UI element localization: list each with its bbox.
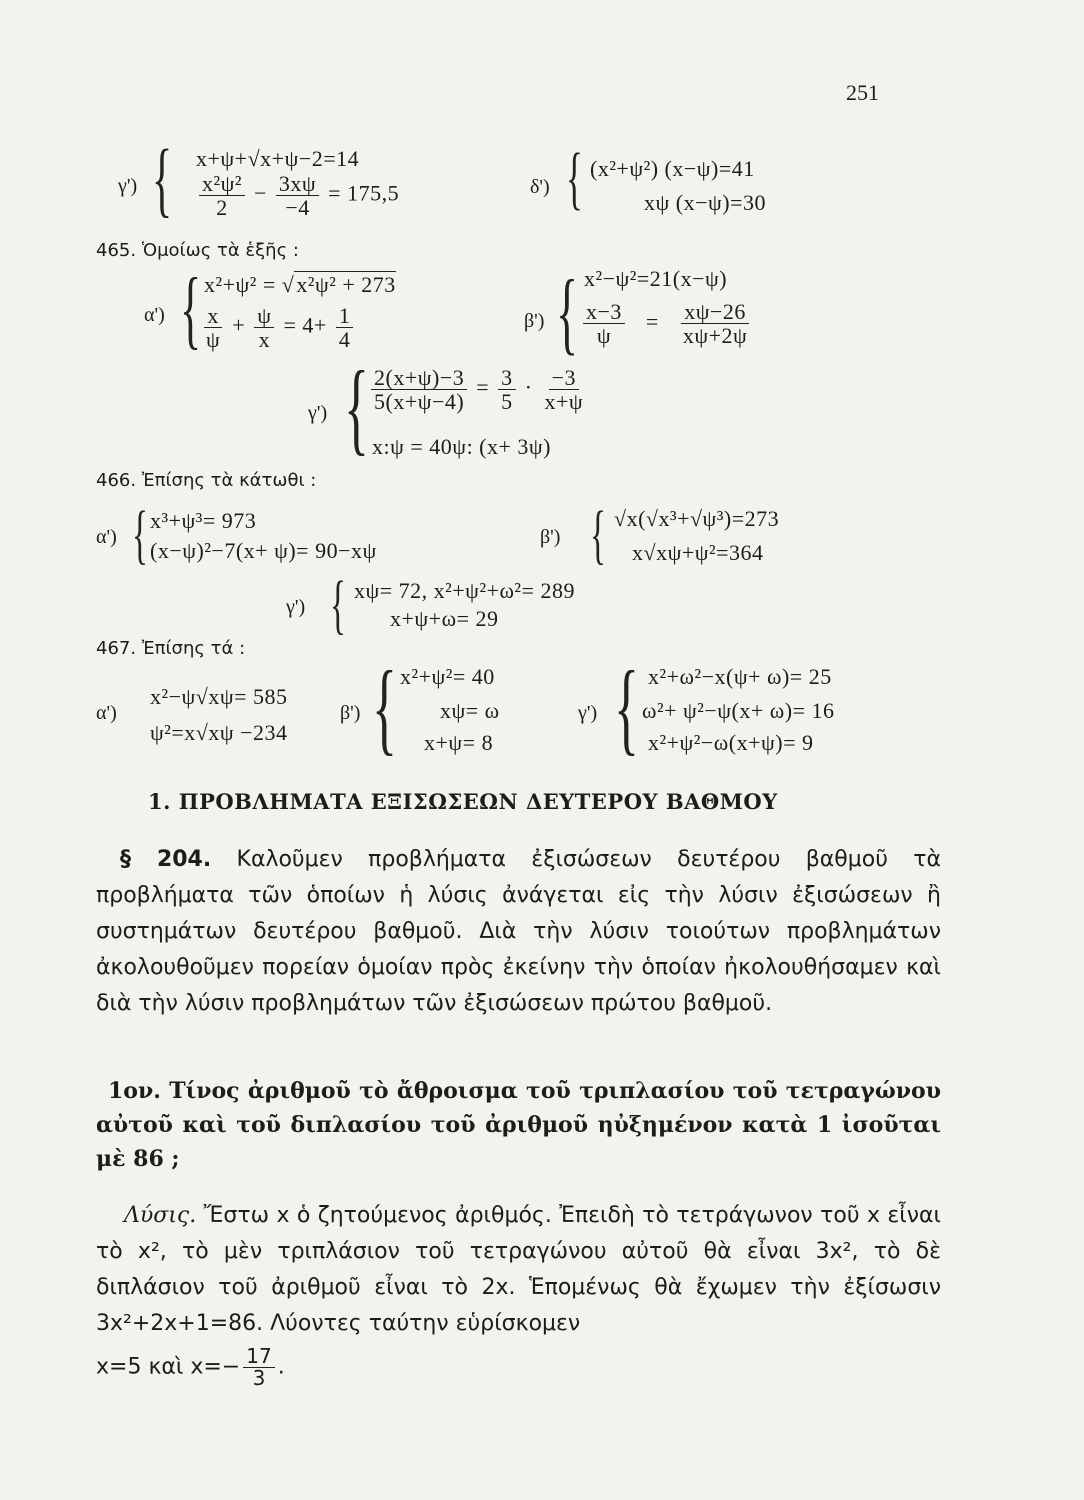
ex466-beta-label: β'): [540, 526, 561, 548]
ex465-alpha-n1: x: [204, 304, 222, 328]
ex464-gamma-den2: −4: [285, 195, 310, 221]
ex467-gamma-line2: ω²+ ψ²−ψ(x+ ω)= 16: [642, 698, 835, 723]
ex465-gamma-line1: [368, 366, 589, 413]
ex465-alpha-d2: x: [258, 327, 271, 353]
ex465-gamma-d1: 5(x+ψ−4): [374, 389, 465, 415]
ex467-gamma-line1: x²+ω²−x(ψ+ ω)= 25: [648, 664, 832, 689]
brace-icon: {: [152, 133, 173, 226]
paragraph-204: [96, 842, 941, 1022]
ex464-gamma-op: −: [253, 180, 267, 206]
sqrt-icon: √: [281, 272, 295, 297]
ex466-beta-line2: x√xψ+ψ²=364: [632, 540, 764, 565]
brace-icon: {: [180, 261, 202, 358]
paragraph-marker: § 204.: [120, 847, 212, 872]
ex465-gamma-eq: =: [476, 374, 490, 400]
ex464-gamma-line2: [196, 172, 399, 219]
ex465-gamma-d3: x+ψ: [544, 389, 584, 415]
ex464-gamma-label: γ'): [118, 175, 138, 197]
ex464-gamma-line1: x+ψ+√x+ψ−2=14: [196, 146, 360, 171]
ex466-intro: Ἐπίσης τὰ κάτωθι :: [141, 470, 317, 491]
ex467-gamma-label: γ'): [578, 702, 598, 724]
ex465-number: 465.: [96, 240, 137, 261]
ex465-alpha-d1: ψ: [206, 327, 221, 353]
ex466-beta-line1: √x(√x³+√ψ³)=273: [614, 506, 780, 531]
ex467-heading: [96, 638, 245, 659]
ex465-beta-d2: xψ+2ψ: [682, 323, 748, 349]
ex467-intro: Ἐπίσης τά :: [141, 638, 246, 659]
brace-icon: {: [556, 261, 579, 363]
ex465-gamma-n2: 3: [498, 366, 516, 390]
ex465-alpha-n3: 1: [336, 304, 354, 328]
brace-icon: {: [132, 498, 148, 571]
ex465-alpha-op: +: [232, 312, 246, 338]
ex467-beta-line2: xψ= ω: [440, 698, 500, 723]
ex465-alpha-label: α'): [144, 304, 165, 326]
problem-1: 1ον. Τίνος ἀριθμοῦ τὸ ἄθροισμα τοῦ τριπλασίου τοῦ τετραγώνου αὐτοῦ καὶ τοῦ διπλασίου τοῦ ἀριθμοῦ ηὐξημένον κατὰ 1 ἰσοῦται μὲ 86 ;: [96, 1078, 941, 1172]
ex465-gamma-dot: ·: [524, 374, 533, 400]
ex465-beta-eq: =: [645, 308, 659, 334]
ex466-alpha-line1: x³+ψ³= 973: [150, 508, 257, 533]
ex466-gamma-line2: x+ψ+ω= 29: [390, 606, 499, 631]
ex466-alpha-line2: (x−ψ)²−7(x+ ψ)= 90−xψ: [150, 538, 377, 563]
ex466-gamma-line1: xψ= 72, x²+ψ²+ω²= 289: [354, 578, 575, 603]
ex465-alpha-mid: = 4+: [283, 312, 327, 338]
ex465-gamma-n3: −3: [549, 366, 579, 390]
ex465-beta-n1: x−3: [583, 300, 625, 324]
brace-icon: {: [590, 498, 606, 571]
ex465-gamma-d2: 5: [501, 389, 513, 415]
page-number: 251: [846, 80, 879, 105]
ex465-alpha-d3: 4: [338, 327, 351, 353]
ex465-heading: [96, 240, 299, 261]
ex467-alpha-line2: ψ²=x√xψ −234: [150, 720, 288, 745]
ex467-gamma-line3: x²+ψ²−ω(x+ψ)= 9: [648, 730, 814, 755]
ex467-alpha-label: α'): [96, 702, 117, 724]
solution-1: [96, 1198, 941, 1342]
answer-num: 17: [243, 1346, 274, 1368]
solution-label: Λύσις.: [124, 1203, 197, 1228]
ex465-alpha-line1: [204, 272, 396, 298]
ex467-beta-line3: x+ψ= 8: [424, 730, 494, 755]
ex465-alpha-lhs: x²+ψ² =: [204, 272, 276, 297]
brace-icon: {: [344, 350, 369, 465]
section-heading: 1. ΠΡΟΒΛΗΜΑΤΑ ΕΞΙΣΩΣΕΩΝ ΔΕΥΤΕΡΟΥ ΒΑΘΜΟΥ: [148, 789, 778, 814]
ex465-beta-d1: ψ: [596, 323, 612, 349]
ex464-delta-line2: xψ (x−ψ)=30: [644, 190, 767, 215]
ex466-alpha-label: α'): [96, 526, 117, 548]
brace-icon: {: [330, 568, 346, 641]
ex467-alpha-line1: x²−ψ√xψ= 585: [150, 684, 288, 709]
answer-den: 3: [252, 1366, 266, 1390]
ex465-gamma-line2: x:ψ = 40ψ: (x+ 3ψ): [372, 434, 552, 459]
ex464-delta-label: δ'): [530, 176, 550, 198]
ex464-delta-line1: (x²+ψ²) (x−ψ)=41: [590, 156, 755, 181]
ex465-gamma-label: γ'): [308, 402, 328, 424]
ex465-beta-n2: xψ−26: [681, 300, 749, 324]
ex465-beta-label: β'): [524, 310, 545, 332]
ex467-number: 467.: [96, 638, 137, 659]
ex465-alpha-radicand: x²ψ² + 273: [296, 272, 396, 297]
ex465-beta-line2: [580, 300, 753, 347]
ex464-gamma-den1: 2: [216, 195, 228, 221]
ex465-intro: Ὁμοίως τὰ ἑξῆς :: [141, 240, 299, 261]
ex466-gamma-label: γ'): [286, 596, 306, 618]
ex465-alpha-n2: ψ: [254, 304, 274, 328]
brace-icon: {: [372, 650, 397, 765]
ex464-gamma-num1: x²ψ²: [199, 172, 245, 196]
ex465-gamma-n1: 2(x+ψ)−3: [371, 366, 467, 390]
ex467-beta-label: β'): [340, 702, 361, 724]
paragraph-text: Καλοῦμεν προβλήματα ἐξισώσεων δευτέρου βαθμοῦ τὰ προβλήματα τῶν ὁποίων ἡ λύσις ἀνάγεται εἰς τὴν λύσιν ἐξισώσεων ἢ συστημάτων δευτέρου βαθμοῦ. Διὰ τὴν λύσιν τοιούτων προβλημάτων ἀκολουθοῦμεν πορείαν ὁμοίαν πρὸς ἐκείνην τὴν ὁποίαν ἠκολουθήσαμεν καὶ διὰ τὴν λύσιν προβλημάτων τῶν ἐξισώσεων πρώτου βαθμοῦ.: [96, 847, 941, 1016]
ex466-number: 466.: [96, 470, 137, 491]
ex467-beta-line1: x²+ψ²= 40: [400, 664, 495, 689]
ex464-gamma-num2: 3xψ: [276, 172, 319, 196]
answer-start: x=5 καὶ x=−: [96, 1354, 241, 1380]
ex465-beta-line1: x²−ψ²=21(x−ψ): [584, 266, 728, 291]
brace-icon: {: [566, 140, 583, 217]
ex466-heading: [96, 470, 316, 491]
ex464-gamma-rhs: = 175,5: [328, 180, 400, 206]
solution-answer: [96, 1346, 285, 1389]
answer-end: .: [277, 1354, 285, 1380]
ex465-alpha-line2: [200, 304, 356, 351]
brace-icon: {: [614, 650, 639, 765]
solution-text: Ἔστω x ὁ ζητούμενος ἀριθμός. Ἐπειδὴ τὸ τετράγωνον τοῦ x εἶναι τὸ x², τὸ μὲν τριπλάσιον τοῦ τετραγώνου αὐτοῦ θὰ εἶναι 3x², τὸ δὲ διπλάσιον τοῦ ἀριθμοῦ εἶναι τὸ 2x. Ἑπομένως θὰ ἔχωμεν τὴν ἐξίσωσιν 3x²+2x+1=86. Λύοντες ταύτην εὑρίσκομεν: [96, 1203, 941, 1336]
